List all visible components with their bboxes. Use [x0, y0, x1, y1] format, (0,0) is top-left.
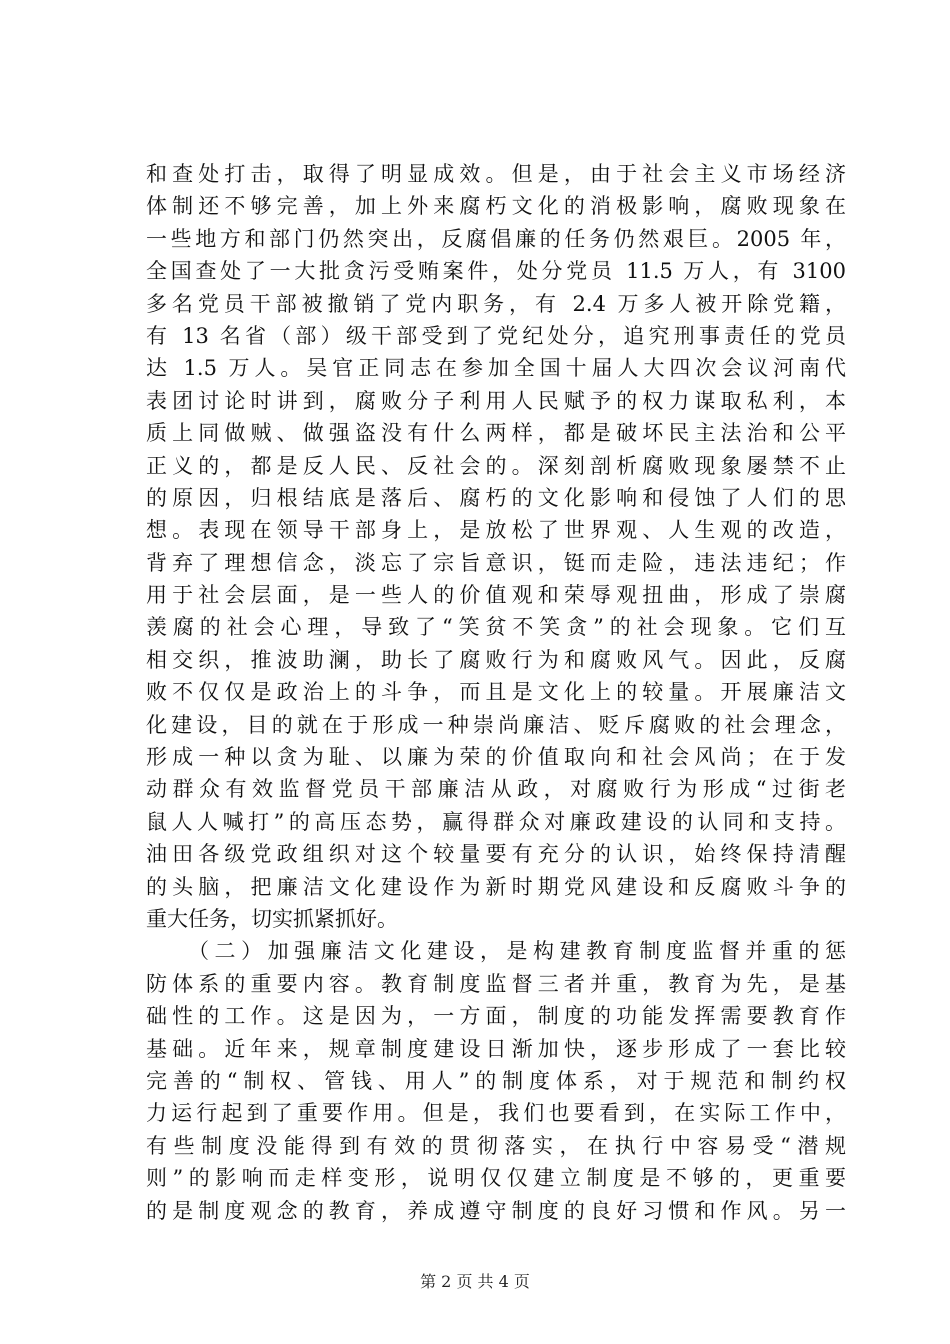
text-line: 则”的影响而走样变形，说明仅仅建立制度是不够的，更重要: [146, 1166, 846, 1191]
text-line: 败不仅仅是政治上的斗争，而且是文化上的较量。开展廉洁文: [146, 680, 846, 705]
text-line: 形成一种以贪为耻、以廉为荣的价值取向和社会风尚；在于发: [146, 745, 846, 770]
text-line: 达 1.5 万人。吴官正同志在参加全国十届人大四次会议河南代: [146, 356, 846, 381]
text-line: 防体系的重要内容。教育制度监督三者并重，教育为先，是基: [146, 971, 846, 996]
text-line: 体制还不够完善，加上外来腐朽文化的消极影响，腐败现象在: [146, 194, 846, 219]
text-line: 有 13 名省（部）级干部受到了党纪处分，追究刑事责任的党员: [146, 323, 846, 348]
text-line: 力运行起到了重要作用。但是，我们也要看到，在实际工作中，: [146, 1101, 846, 1126]
text-line: 一些地方和部门仍然突出，反腐倡廉的任务仍然艰巨。2005 年，: [146, 226, 846, 251]
text-line: 质上同做贼、做强盗没有什么两样，都是破坏民主法治和公平: [146, 421, 846, 446]
text-line: 基础。近年来，规章制度建设日渐加快，逐步形成了一套比较: [146, 1036, 846, 1061]
text-line: 正义的，都是反人民、反社会的。深刻剖析腐败现象屡禁不止: [146, 453, 846, 478]
text-line: 础性的工作。这是因为，一方面，制度的功能发挥需要教育作: [146, 1004, 846, 1029]
text-line: 背弃了理想信念，淡忘了宗旨意识，铤而走险，违法违纪；作: [146, 550, 846, 575]
text-line: 的是制度观念的教育，养成遵守制度的良好习惯和作风。另一: [146, 1198, 846, 1223]
text-line: 有些制度没能得到有效的贯彻落实，在执行中容易受“潜规: [146, 1133, 846, 1158]
paragraph-start-line: （二）加强廉洁文化建设，是构建教育制度监督并重的惩: [188, 939, 846, 964]
text-line: 的原因，归根结底是落后、腐朽的文化影响和侵蚀了人们的思: [146, 485, 846, 510]
text-line: 完善的“制权、管钱、用人”的制度体系，对于规范和制约权: [146, 1068, 846, 1093]
text-line: 重大任务，切实抓紧抓好。: [146, 906, 398, 931]
text-line: 鼠人人喊打”的高压态势，赢得群众对廉政建设的认同和支持。: [146, 809, 846, 834]
text-line: 羡腐的社会心理，导致了“笑贫不笑贪”的社会现象。它们互: [146, 615, 846, 640]
text-line: 的头脑，把廉洁文化建设作为新时期党风建设和反腐败斗争的: [146, 874, 846, 899]
text-line: 油田各级党政组织对这个较量要有充分的认识，始终保持清醒: [146, 842, 846, 867]
text-line: 和查处打击，取得了明显成效。但是，由于社会主义市场经济: [146, 162, 846, 186]
text-line: 用于社会层面，是一些人的价值观和荣辱观扭曲，形成了崇腐: [146, 583, 846, 608]
text-line: 全国查处了一大批贪污受贿案件，处分党员 11.5 万人，有 3100: [146, 259, 846, 284]
text-line: 动群众有效监督党员干部廉洁从政，对腐败行为形成“过街老: [146, 777, 846, 802]
text-line: 想。表现在领导干部身上，是放松了世界观、人生观的改造，: [146, 518, 846, 543]
body-text: [146, 158, 846, 1227]
text-line: 表团讨论时讲到，腐败分子利用人民赋予的权力谋取私利，本: [146, 388, 846, 413]
text-line: 多名党员干部被撤销了党内职务，有 2.4 万多人被开除党籍，: [146, 291, 846, 316]
text-line: 相交织，推波助澜，助长了腐败行为和腐败风气。因此，反腐: [146, 647, 846, 672]
page-number-footer: 第 2 页 共 4 页: [420, 1272, 530, 1291]
text-line: 化建设，目的就在于形成一种崇尚廉洁、贬斥腐败的社会理念，: [146, 712, 846, 737]
